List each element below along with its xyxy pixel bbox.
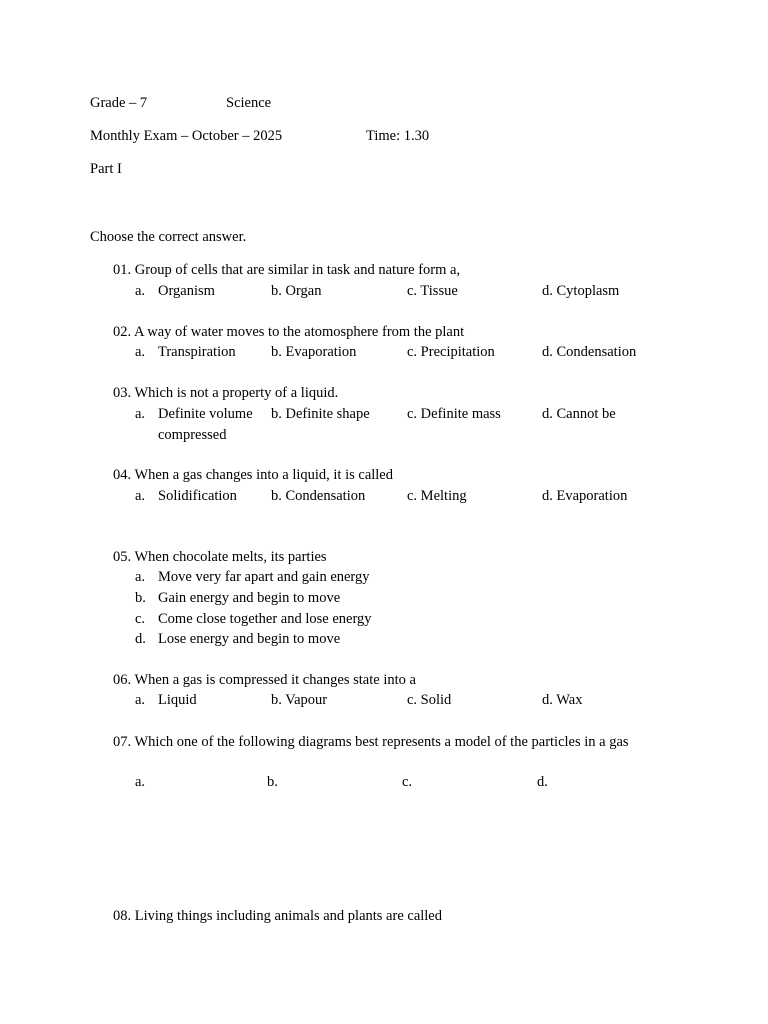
option-a: Definite volume xyxy=(158,406,253,422)
option-c: c. Solid xyxy=(407,692,452,708)
part-label: Part I xyxy=(90,161,122,177)
question-stem: 06. When a gas is compressed it changes state into a xyxy=(113,672,416,688)
option-d: d. Condensation xyxy=(542,344,637,360)
option-b: b. Organ xyxy=(271,283,322,299)
option-marker: a. xyxy=(135,406,146,422)
question-stem: 08. Living things including animals and plants are called xyxy=(113,908,442,924)
option-marker: d. xyxy=(135,631,146,647)
option-c: c. Definite mass xyxy=(407,406,501,422)
option-c: c. xyxy=(402,774,413,790)
question-stem: 01. Group of cells that are similar in task and nature form a, xyxy=(113,262,461,278)
option-marker: c. xyxy=(135,611,146,627)
option-c: Come close together and lose energy xyxy=(158,611,372,627)
option-d: d. Cannot be xyxy=(542,406,616,422)
subject-label: Science xyxy=(226,95,272,111)
grade-label: Grade – 7 xyxy=(90,95,148,111)
option-d: d. Cytoplasm xyxy=(542,283,620,299)
option-c: c. Tissue xyxy=(407,283,458,299)
option-d: d. Wax xyxy=(542,692,583,708)
option-d-continued: compressed xyxy=(158,427,227,443)
question-stem: 05. When chocolate melts, its parties xyxy=(113,549,327,565)
option-d: Lose energy and begin to move xyxy=(158,631,341,647)
option-b: b. xyxy=(267,774,278,790)
question-stem: 07. Which one of the following diagrams best represents a model of the particles in a gas xyxy=(113,734,629,750)
option-d: d. Evaporation xyxy=(542,488,628,504)
option-b: Gain energy and begin to move xyxy=(158,590,341,606)
option-a: Liquid xyxy=(158,692,197,708)
option-marker: a. xyxy=(135,283,146,299)
question-stem: 02. A way of water moves to the atomosphere from the plant xyxy=(113,324,465,340)
option-marker: b. xyxy=(135,590,146,606)
option-a: Transpiration xyxy=(158,344,236,360)
option-b: b. Vapour xyxy=(271,692,328,708)
option-b: b. Evaporation xyxy=(271,344,357,360)
question-stem: 03. Which is not a property of a liquid. xyxy=(113,385,339,401)
option-a: a. xyxy=(135,774,146,790)
option-a: Move very far apart and gain energy xyxy=(158,569,370,585)
option-b: b. Condensation xyxy=(271,488,366,504)
option-marker: a. xyxy=(135,488,146,504)
exam-title: Monthly Exam – October – 2025 xyxy=(90,128,283,144)
exam-time: Time: 1.30 xyxy=(366,128,430,144)
option-c: c. Precipitation xyxy=(407,344,495,360)
option-a: Solidification xyxy=(158,488,237,504)
option-a: Organism xyxy=(158,283,215,299)
option-marker: a. xyxy=(135,344,146,360)
instruction-text: Choose the correct answer. xyxy=(90,229,247,245)
option-b: b. Definite shape xyxy=(271,406,370,422)
option-c: c. Melting xyxy=(407,488,467,504)
option-marker: a. xyxy=(135,569,146,585)
option-d: d. xyxy=(537,774,548,790)
option-marker: a. xyxy=(135,692,146,708)
question-stem: 04. When a gas changes into a liquid, it is called xyxy=(113,467,393,483)
